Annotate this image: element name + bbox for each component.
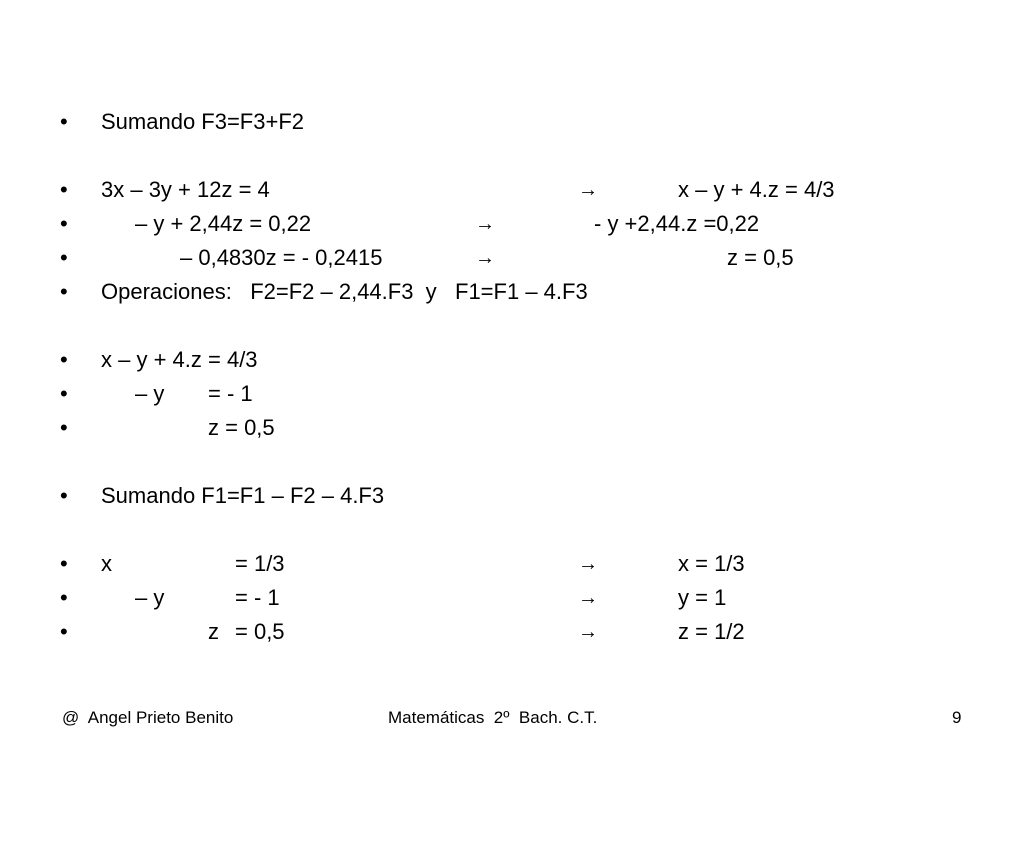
equation-value: = 0,5 (235, 619, 285, 644)
text-line (0, 581, 727, 615)
bullet: • (60, 245, 68, 270)
bullet: • (60, 483, 68, 508)
line-text: Sumando F1=F1 – F2 – 4.F3 (101, 483, 385, 508)
bullet: • (60, 415, 68, 440)
equation-left: – y (135, 381, 165, 406)
equation-value: = 1/3 (235, 551, 285, 576)
equation-left: – 0,4830z = - 0,2415 (180, 245, 383, 270)
arrow-icon: → (578, 621, 598, 643)
text-line (0, 173, 835, 207)
text-line (0, 411, 275, 445)
footer-author: @ Angel Prieto Benito (62, 708, 234, 727)
text-line (0, 105, 305, 139)
equation-left: x – y + 4.z = 4/3 (101, 347, 258, 372)
equation-right: x – y + 4.z = 4/3 (678, 177, 835, 202)
equation-right: - y +2,44.z =0,22 (594, 211, 760, 236)
equation-value: = - 1 (235, 585, 280, 610)
equation-left: x (101, 551, 112, 576)
bullet: • (60, 381, 68, 406)
arrow-icon: → (578, 179, 598, 201)
text-line (0, 241, 794, 275)
arrow-icon: → (475, 247, 495, 269)
equation-right: y = 1 (678, 585, 727, 610)
bullet: • (60, 211, 68, 236)
text-line (0, 207, 760, 241)
bullet: • (60, 551, 68, 576)
equation-left: – y (135, 585, 165, 610)
line-text: Operaciones: F2=F2 – 2,44.F3 y F1=F1 – 4.F3 (101, 279, 588, 304)
footer-page-number: 9 (952, 708, 962, 727)
bullet: • (60, 109, 68, 134)
bullet: • (60, 347, 68, 372)
text-line (0, 547, 745, 581)
text-line (0, 377, 253, 411)
equation-left: z (208, 619, 219, 644)
line-text: Sumando F3=F3+F2 (101, 109, 305, 134)
arrow-icon: → (578, 587, 598, 609)
bullet: • (60, 585, 68, 610)
equation-value: = - 1 (208, 381, 253, 406)
equation-right: z = 0,5 (727, 245, 794, 270)
footer-course: Matemáticas 2º Bach. C.T. (388, 708, 598, 727)
arrow-icon: → (475, 213, 495, 235)
equation-left: – y + 2,44z = 0,22 (135, 211, 312, 236)
text-line (0, 479, 385, 513)
equation-right: x = 1/3 (678, 551, 745, 576)
arrow-icon: → (578, 553, 598, 575)
equation-right: z = 1/2 (678, 619, 745, 644)
text-line (0, 275, 588, 309)
text-line (0, 615, 745, 649)
equation-left: 3x – 3y + 12z = 4 (101, 177, 270, 202)
bullet: • (60, 279, 68, 304)
text-line (0, 343, 258, 377)
bullet: • (60, 177, 68, 202)
equation-value: z = 0,5 (208, 415, 275, 440)
bullet: • (60, 619, 68, 644)
